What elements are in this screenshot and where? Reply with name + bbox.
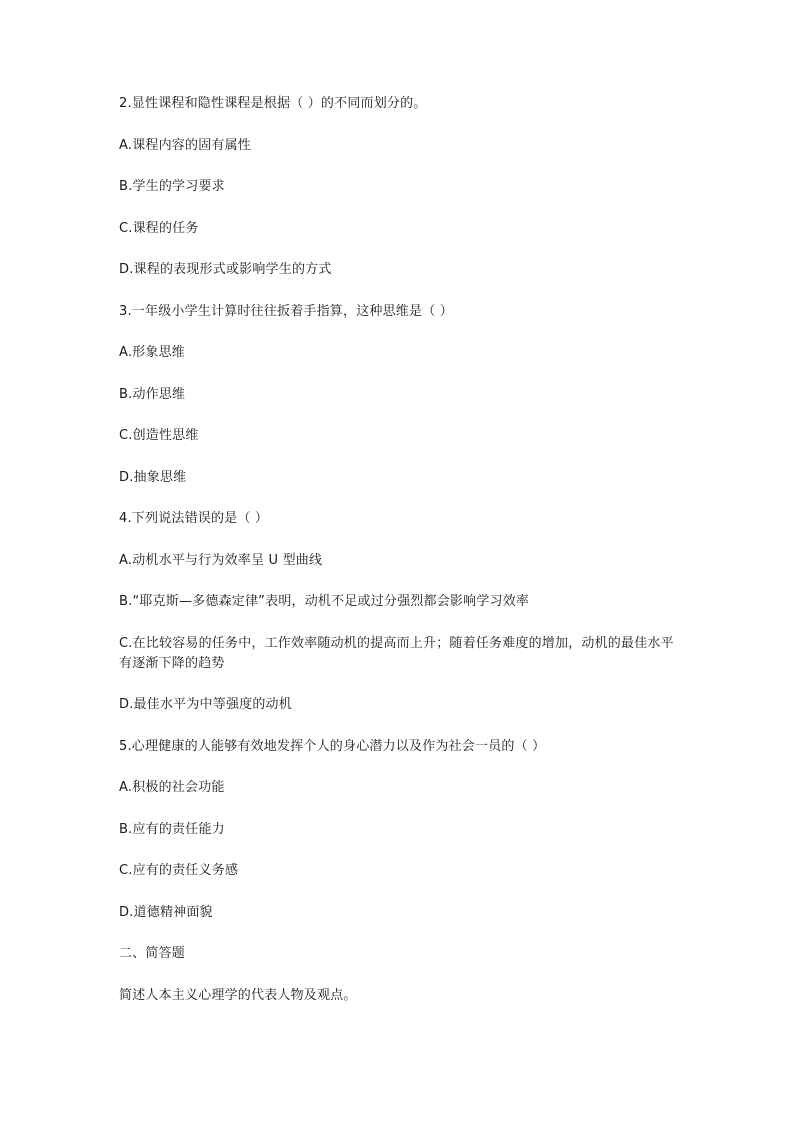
question-4-option-a: A.动机水平与行为效率呈 U 型曲线	[119, 552, 323, 568]
question-5-option-b: B.应有的责任能力	[119, 821, 225, 837]
question-5-option-a: A.积极的社会功能	[119, 780, 225, 795]
question-4-option-c: C.在比较容易的任务中，工作效率随动机的提高而上升；随着任务难度的增加，动机的最佳水平有逐渐下降的趋势	[119, 635, 674, 671]
question-5-stem: 5.心理健康的人能够有效地发挥个人的身心潜力以及作为社会一员的（ ）	[119, 738, 546, 754]
question-5-option-c: C.应有的责任义务感	[119, 863, 239, 878]
question-3-option-c: C.创造性思维	[119, 428, 199, 443]
question-3-option-b: B.动作思维	[119, 386, 186, 402]
section-heading-short-answer: 二、简答题	[119, 946, 186, 961]
question-4-option-d: D.最佳水平为中等强度的动机	[119, 697, 292, 712]
question-4-option-b: B.“耶克斯—多德森定律”表明，动机不足或过分强烈都会影响学习效率	[119, 594, 530, 609]
short-answer-question: 简述人本主义心理学的代表人物及观点。	[119, 987, 357, 1003]
question-2-option-c: C.课程的任务	[119, 220, 199, 236]
document-page	[119, 94, 679, 1027]
question-4-stem: 4.下列说法错误的是（ ）	[119, 511, 269, 526]
question-3-stem: 3.一年级小学生计算时往往扳着手指算，这种思维是（ ）	[119, 303, 453, 319]
question-2-stem: 2.显性课程和隐性课程是根据（ ）的不同而划分的。	[119, 96, 427, 111]
question-3-option-d: D.抽象思维	[119, 469, 187, 485]
question-5-option-d: D.道德精神面貌	[119, 904, 213, 920]
question-2-option-b: B.学生的学习要求	[119, 179, 225, 194]
question-2-option-d: D.课程的表现形式或影响学生的方式	[119, 262, 332, 277]
question-3-option-a: A.形象思维	[119, 345, 185, 360]
question-2-option-a: A.课程内容的固有属性	[119, 137, 251, 153]
